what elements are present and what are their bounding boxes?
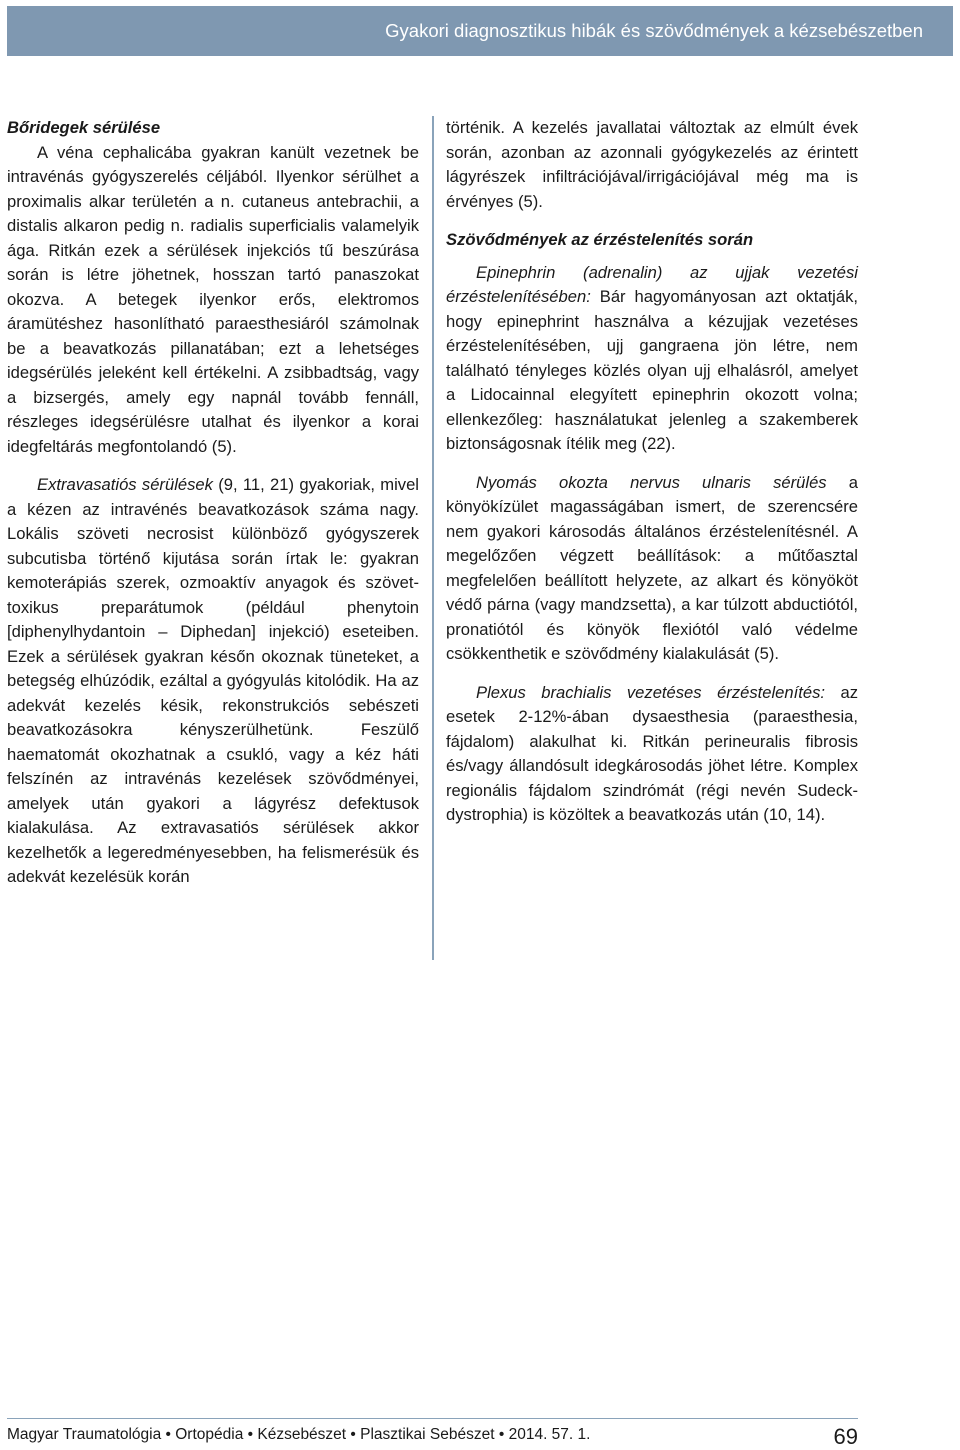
column-divider: [432, 116, 434, 960]
paragraph: A véna cephalicába gyakran kanült vezetnek be intravénás gyógyszerelés céljából. Ilyenkor sérülhet a proximalis alkar területén a n. cutaneus antebrachii, a distalis alkaron pedig n. radialis superficialis valamelyik ága. Ritkán ezek a sérülések injekciós tű beszúrása során is létre jöhetnek, hosszan tartó panaszokat okozva. A betegek ilyenkor erős, elektromos áramütéshez hasonlítható paraesthesiáról számolnak be a beavatkozás pillanatában; ezt a lehetséges idegsérülés jeleként kell értékelni. A zsibbadtság, vagy a bizsergés, amely egy napnál tovább fennáll, részleges idegsérülésre utalhat és ilyenkor a korai idegfeltárás megfontolandó (5).: [7, 142, 419, 456]
header-bar: [7, 6, 953, 56]
paragraph-lead: Nyomás okozta nervus ulnaris sérülés: [476, 472, 827, 492]
paragraph: [446, 261, 858, 457]
paragraph-body: az esetek 2-12%-ában dysaesthesia (paraesthesia, fájdalom) alakulhat ki. Ritkán perineuralis fibrosis és/vagy állandósult idegkárosodás jöhet létre. Komplex regionális fájdalom szindrómát (régi nevén Sudeck-dystrophia) is közöltek a beavatkozás után (10, 14).: [446, 682, 858, 824]
paragraph-lead: Extravasatiós sérülések: [37, 475, 213, 494]
paragraph: [446, 681, 858, 828]
footer-rule: [7, 1418, 858, 1419]
page-number: 69: [833, 1424, 858, 1449]
paragraph-lead: Epinephrin (adrenalin) az ujjak vezetési érzéstelenítésében:: [446, 262, 858, 306]
section-heading: Szövődmények az érzéstelenítés során: [446, 230, 754, 249]
running-header-title: Gyakori diagnosztikus hibák és szövődmények a kézsebészetben: [385, 20, 923, 41]
paragraph-body: Bár hagyományosan azt oktatják, hogy epinephrint használva a kézujjak vezetéses érzéstelenítésében, ujj gangraena jön létre, nem található tényleges közlés olyan ujj elhalásról, amelyet a Lidocainnal elegyített epinephrin okozott volna; ellenkezőleg: használatukat jelenleg a szakemberek biztonságosnak ítélik meg (22).: [446, 287, 858, 453]
paragraph-body: (9, 11, 21) gyakoriak, mivel a kézen az intravénés beavatkozások száma nagy. Lokális szöveti necrosist különböző gyógyszerek subcutisba történő kijutása során írtak le: gyakran kemoterápiás szerek, ozmoaktív anyagok és szövet-toxikus preparátumok (például phenytoin [diphenylhydantoin – Diphedan] injekció) eseteiben. Ezek a sérülések gyakran későn okoznak tüneteket, a betegség elhúzódik, ezáltal a gyógyulás kitolódik. Ha az adekvát kezelés késik, rekonstrukciós sebészeti beavatkozásokra kényszerülhetünk. Feszülő haematomát okozhatnak a csukló, vagy a kéz háti felszínén az intravénás kezelések szövődményei, amelyek után gyakori a lágyrész defektusok kialakulása. Az extravasatiós sérülések akkor kezelhetők a legeredményesebben, ha felismerésük és adekvát kezelésük korán: [7, 475, 419, 886]
paragraph: történik. A kezelés javallatai változtak az elmúlt évek során, azonban az azonnali gyógykezelés az érintett lágyrészek infiltrációjával/irrigációjával még ma is érvényes (5).: [446, 118, 858, 211]
journal-citation: Magyar Traumatológia • Ortopédia • Kézsebészet • Plasztikai Sebészet • 2014. 57. 1.: [7, 1426, 591, 1443]
paragraph: [7, 473, 419, 890]
paragraph: [446, 471, 858, 667]
right-column: [446, 116, 858, 828]
left-column: [7, 116, 419, 890]
section-heading: Bőridegek sérülése: [7, 118, 161, 137]
paragraph-lead: Plexus brachialis vezetéses érzéstelenítés:: [476, 682, 825, 702]
paragraph-body: a könyökízület magasságában ismert, de szerencsére nem gyakori károsodás általános érzéstelenítésnél. A megelőzően végzett beállítások: a műtőasztal megfelelően beállított helyzete, az alkart és könyököt védő párna (vagy mandzsetta), a kar túlzott abductiótól, pronatiótól és könyök flexiótól való védelme csökkenthetik e szövődmény kialakulását (5).: [446, 472, 858, 663]
